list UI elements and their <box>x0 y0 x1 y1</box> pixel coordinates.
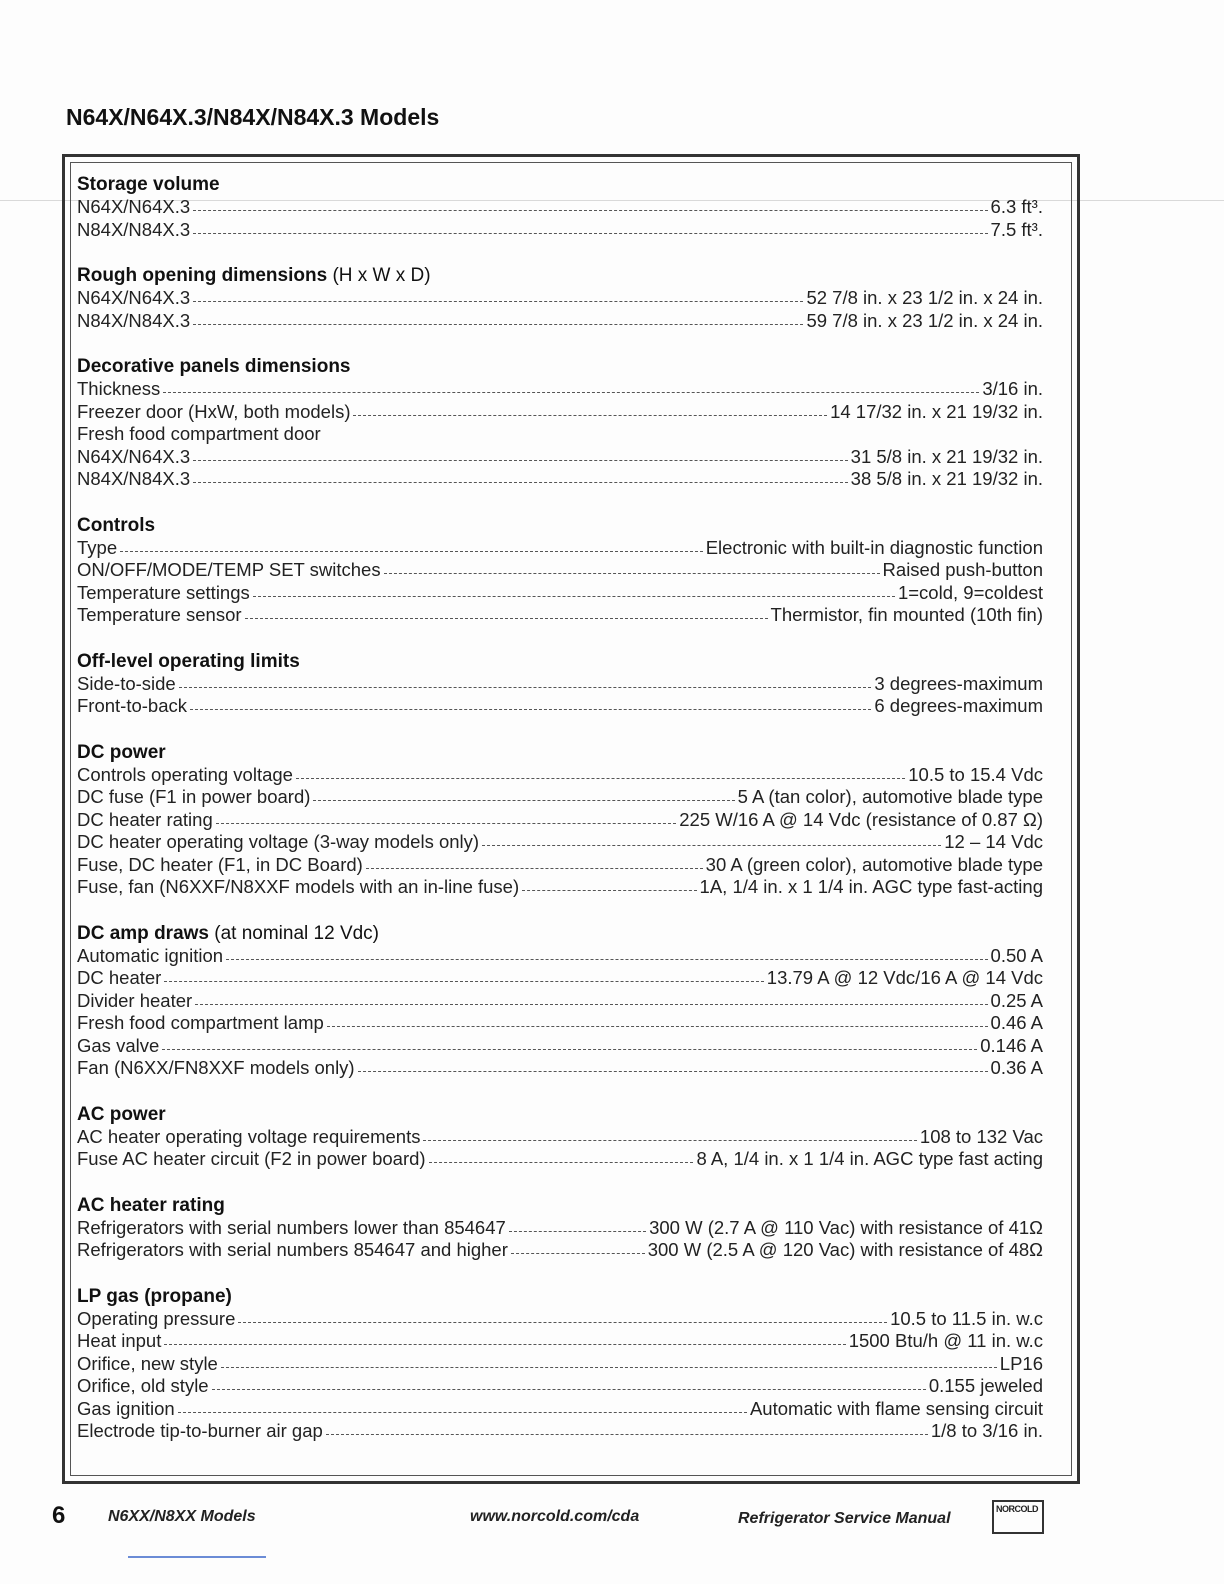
spec-row <box>77 1398 1043 1421</box>
section-note: (H x W x D) <box>332 265 431 286</box>
spec-label: N84X/N84X.3 <box>77 218 191 240</box>
spec-row <box>77 695 1043 718</box>
spec-value: 3 degrees-maximum <box>874 672 1043 694</box>
spec-label: Refrigerators with serial numbers lower than 854647 <box>77 1216 506 1238</box>
spec-row <box>77 673 1043 696</box>
spec-row <box>77 401 1043 424</box>
spec-value: 1=cold, 9=coldest <box>897 581 1043 603</box>
spec-value: 14 17/32 in. x 21 19/32 in. <box>830 400 1043 422</box>
spec-value: 8 A, 1/4 in. x 1 1/4 in. AGC type fast acting <box>696 1148 1043 1169</box>
dot-leader <box>384 572 880 574</box>
spec-label: N64X/N64X.3 <box>77 287 191 308</box>
spec-label: N84X/N84X.3 <box>77 468 191 489</box>
spec-row <box>77 831 1043 854</box>
spec-row <box>77 1126 1043 1149</box>
spec-label: Automatic ignition <box>77 944 224 966</box>
spec-label: Heat input <box>77 1330 162 1351</box>
dot-leader <box>193 459 848 461</box>
spec-label: Temperature sensor <box>77 604 242 625</box>
section-title: Rough opening dimensions <box>77 265 328 286</box>
spec-row <box>77 1420 1043 1443</box>
spec-value: 108 to 132 Vac <box>919 1125 1043 1147</box>
spec-label: Freezer door (HxW, both models) <box>77 400 351 422</box>
dot-leader <box>245 617 768 619</box>
dot-leader <box>327 1025 988 1027</box>
dot-leader <box>429 1161 694 1163</box>
spec-row <box>77 967 1043 990</box>
spec-value: Thermistor, fin mounted (10th fin) <box>770 604 1043 625</box>
spec-label: Temperature settings <box>77 581 250 603</box>
spec-label: AC heater operating voltage requirements <box>77 1125 421 1147</box>
spec-value: 6.3 ft³. <box>990 196 1043 217</box>
spec-label: ON/OFF/MODE/TEMP SET switches <box>77 559 381 580</box>
spec-value: 5 A (tan color), automotive blade type <box>737 786 1043 807</box>
spec-value: 0.155 jeweled <box>928 1375 1043 1396</box>
spec-row <box>77 446 1043 469</box>
dot-leader <box>195 1003 987 1005</box>
spec-value: 1A, 1/4 in. x 1 1/4 in. AGC type fast-acting <box>699 876 1043 897</box>
spec-label: DC heater <box>77 967 162 988</box>
spec-value: Automatic with flame sensing circuit <box>749 1397 1043 1419</box>
spec-label: Orifice, new style <box>77 1352 218 1374</box>
spec-value: 0.146 A <box>980 1034 1043 1056</box>
spec-label: Electrode tip-to-burner air gap <box>77 1420 323 1441</box>
spec-value: 13.79 A @ 12 Vdc/16 A @ 14 Vdc <box>766 967 1043 988</box>
spec-label: Controls operating voltage <box>77 763 293 785</box>
dot-leader <box>238 1321 887 1323</box>
spec-label: DC heater operating voltage (3-way models only) <box>77 831 480 852</box>
section-title: Storage volume <box>77 174 220 195</box>
dot-leader <box>423 1139 916 1141</box>
section-heading <box>77 741 1043 764</box>
spec-row <box>77 1330 1043 1353</box>
spec-value: 7.5 ft³. <box>990 218 1043 240</box>
section-title: Off-level operating limits <box>77 650 300 672</box>
spec-section <box>77 264 1043 332</box>
spec-label: Gas ignition <box>77 1397 175 1419</box>
spec-value: Electronic with built-in diagnostic function <box>705 536 1043 558</box>
spec-value: 10.5 to 11.5 in. w.c <box>890 1307 1043 1329</box>
spec-row <box>77 990 1043 1013</box>
spec-label: DC heater rating <box>77 808 213 830</box>
dot-leader <box>193 209 987 211</box>
dot-leader <box>193 300 803 302</box>
section-heading <box>77 922 1043 945</box>
spec-row <box>77 1217 1043 1240</box>
dot-leader <box>313 799 734 801</box>
dot-leader <box>193 481 848 483</box>
section-heading <box>77 173 1043 196</box>
page-number: 6 <box>52 1502 66 1529</box>
spec-value: 59 7/8 in. x 23 1/2 in. x 24 in. <box>806 309 1043 331</box>
spec-value: 52 7/8 in. x 23 1/2 in. x 24 in. <box>806 287 1043 308</box>
spec-value: 0.46 A <box>990 1012 1043 1033</box>
norcold-logo <box>992 1500 1044 1534</box>
spec-value: 31 5/8 in. x 21 19/32 in. <box>850 445 1043 467</box>
spec-value: LP16 <box>999 1352 1043 1374</box>
spec-row <box>77 876 1043 899</box>
dot-leader <box>193 232 987 234</box>
link-underline-artifact <box>128 1556 266 1558</box>
spec-value: 300 W (2.7 A @ 110 Vac) with resistance of 41Ω <box>649 1216 1043 1238</box>
spec-label: Fuse, DC heater (F1, in DC Board) <box>77 853 363 875</box>
section-title: AC heater rating <box>77 1194 225 1216</box>
spec-label: Fuse AC heater circuit (F2 in power board) <box>77 1148 426 1169</box>
footer-models: N6XX/N8XX Models <box>108 1508 256 1525</box>
spec-label: N64X/N64X.3 <box>77 196 191 217</box>
dot-leader <box>216 822 677 824</box>
spec-value: 10.5 to 15.4 Vdc <box>908 763 1043 785</box>
spec-value: 30 A (green color), automotive blade type <box>705 853 1043 875</box>
dot-leader <box>253 595 895 597</box>
spec-label: Fresh food compartment lamp <box>77 1012 324 1033</box>
spec-value: 1/8 to 3/16 in. <box>930 1420 1043 1441</box>
section-heading <box>77 650 1043 673</box>
spec-label: Operating pressure <box>77 1307 236 1329</box>
spec-row <box>77 537 1043 560</box>
spec-row <box>77 219 1043 242</box>
section-note: (at nominal 12 Vdc) <box>214 922 380 944</box>
spec-section <box>77 173 1043 241</box>
spec-row <box>77 1375 1043 1398</box>
spec-value: 1500 Btu/h @ 11 in. w.c <box>848 1330 1043 1351</box>
spec-row <box>77 582 1043 605</box>
section-heading <box>77 1285 1043 1308</box>
spec-label: Divider heater <box>77 989 193 1011</box>
dot-leader <box>221 1366 997 1368</box>
section-title: AC power <box>77 1103 166 1125</box>
section-heading <box>77 264 1043 287</box>
dot-leader <box>522 889 696 891</box>
spec-section <box>77 741 1043 899</box>
spec-label: Front-to-back <box>77 695 188 716</box>
spec-section <box>77 650 1043 718</box>
spec-section <box>77 1285 1043 1443</box>
section-heading <box>77 514 1043 537</box>
section-title: Controls <box>77 514 156 536</box>
section-title: DC power <box>77 741 166 763</box>
dot-leader <box>353 414 827 416</box>
dot-leader <box>164 1343 845 1345</box>
spec-label: Orifice, old style <box>77 1375 209 1396</box>
dot-leader <box>193 323 803 325</box>
specifications-list <box>77 173 1043 1466</box>
spec-value: 3/16 in. <box>982 378 1043 399</box>
section-heading <box>77 1194 1043 1217</box>
dot-leader <box>296 777 905 779</box>
footer-manual-title: Refrigerator Service Manual <box>738 1510 951 1527</box>
specifications-box <box>62 154 1080 1484</box>
spec-label: DC fuse (F1 in power board) <box>77 786 311 807</box>
spec-label: Side-to-side <box>77 672 176 694</box>
spec-label: Type <box>77 536 118 558</box>
section-title: Decorative panels dimensions <box>77 356 351 377</box>
spec-value: 0.25 A <box>990 989 1043 1011</box>
spec-label: Fresh food compartment door <box>77 423 321 444</box>
dot-leader <box>163 391 979 393</box>
spec-row <box>77 378 1043 401</box>
spec-label: N64X/N64X.3 <box>77 445 191 467</box>
dot-leader <box>164 980 763 982</box>
dot-leader <box>190 708 871 710</box>
spec-row <box>77 1012 1043 1035</box>
dot-leader <box>358 1070 988 1072</box>
spec-value: 38 5/8 in. x 21 19/32 in. <box>850 468 1043 489</box>
spec-row <box>77 1035 1043 1058</box>
spec-value: 12 – 14 Vdc <box>944 831 1043 852</box>
spec-section <box>77 922 1043 1080</box>
spec-row <box>77 945 1043 968</box>
dot-leader <box>212 1388 926 1390</box>
spec-label: Gas valve <box>77 1034 160 1056</box>
spec-section <box>77 355 1043 491</box>
spec-label: N84X/N84X.3 <box>77 309 191 331</box>
spec-row <box>77 604 1043 627</box>
spec-row <box>77 764 1043 787</box>
spec-row <box>77 196 1043 219</box>
spec-label: Thickness <box>77 378 161 399</box>
spec-section <box>77 514 1043 627</box>
logo-text: NORCOLD <box>996 1504 1038 1514</box>
spec-row <box>77 854 1043 877</box>
spec-value: 0.36 A <box>990 1057 1043 1078</box>
dot-leader <box>179 686 872 688</box>
page-title: N64X/N64X.3/N84X/N84X.3 Models <box>66 104 440 130</box>
spec-row <box>77 468 1043 491</box>
section-heading <box>77 355 1043 378</box>
footer-url[interactable]: www.norcold.com/cda <box>470 1508 640 1525</box>
spec-section <box>77 1103 1043 1171</box>
spec-value: 225 W/16 A @ 14 Vdc (resistance of 0.87 Ω) <box>679 808 1043 830</box>
spec-row <box>77 786 1043 809</box>
spec-row <box>77 809 1043 832</box>
spec-value: 6 degrees-maximum <box>874 695 1043 716</box>
spec-label: Refrigerators with serial numbers 854647 and higher <box>77 1239 508 1260</box>
spec-row <box>77 423 1043 446</box>
section-title: DC amp draws <box>77 922 209 944</box>
dot-leader <box>366 867 703 869</box>
dot-leader <box>178 1411 747 1413</box>
spec-row <box>77 1308 1043 1331</box>
spec-value: 0.50 A <box>990 944 1043 966</box>
spec-row <box>77 310 1043 333</box>
section-heading <box>77 1103 1043 1126</box>
spec-label: Fan (N6XX/FN8XXF models only) <box>77 1057 355 1078</box>
spec-row <box>77 1057 1043 1080</box>
section-title: LP gas (propane) <box>77 1285 232 1307</box>
dot-leader <box>326 1433 928 1435</box>
spec-row <box>77 1353 1043 1376</box>
dot-leader <box>162 1048 977 1050</box>
spec-row <box>77 1148 1043 1171</box>
dot-leader <box>511 1252 645 1254</box>
dot-leader <box>226 958 988 960</box>
spec-section <box>77 1194 1043 1262</box>
dot-leader <box>482 844 941 846</box>
dot-leader <box>509 1230 646 1232</box>
spec-row <box>77 559 1043 582</box>
spec-row <box>77 287 1043 310</box>
spec-value: Raised push-button <box>882 559 1043 580</box>
spec-label: Fuse, fan (N6XXF/N8XXF models with an in-line fuse) <box>77 876 520 897</box>
spec-value: 300 W (2.5 A @ 120 Vac) with resistance of 48Ω <box>647 1239 1043 1260</box>
dot-leader <box>120 550 703 552</box>
spec-row <box>77 1239 1043 1262</box>
